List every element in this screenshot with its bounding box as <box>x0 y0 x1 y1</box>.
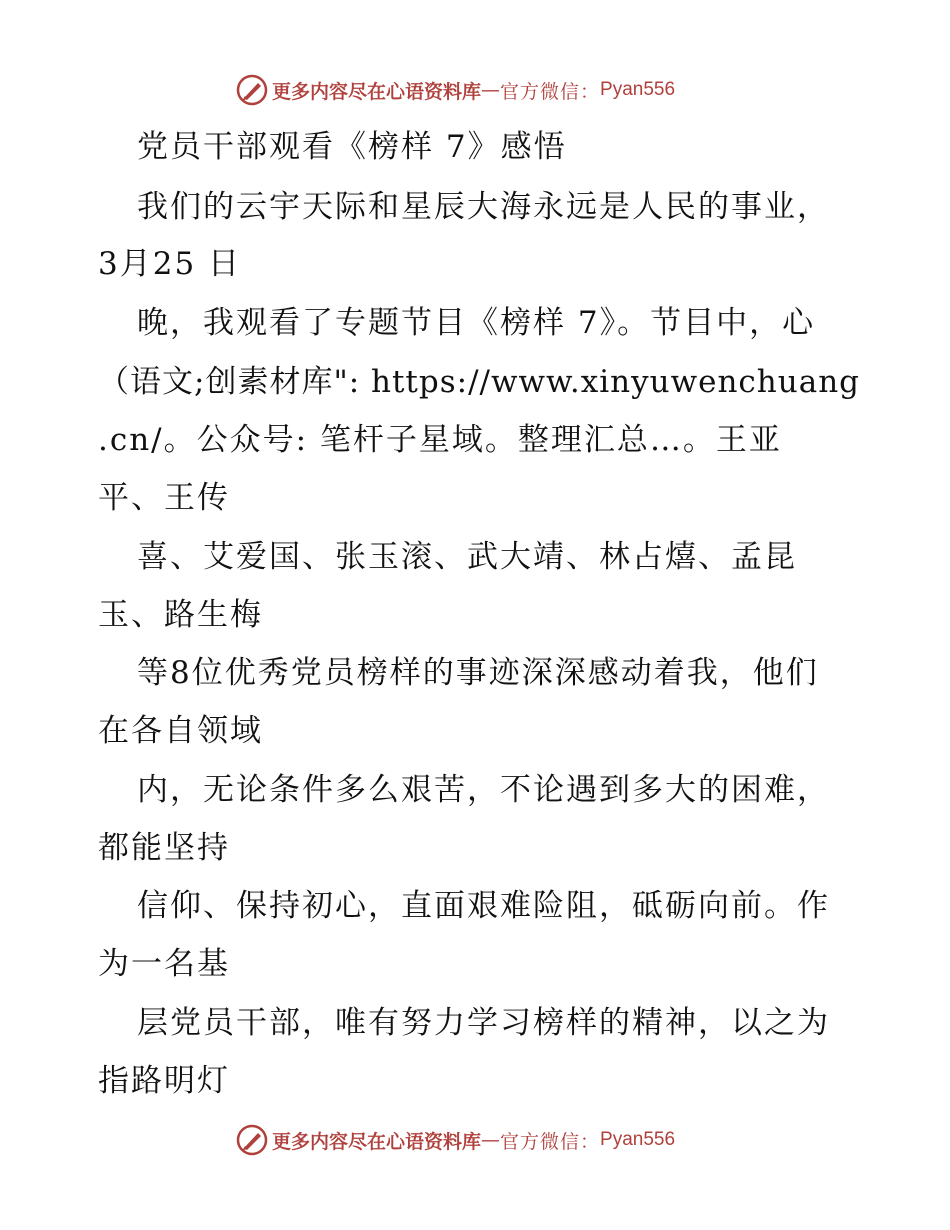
footer-banner <box>236 1120 716 1160</box>
banner-dash: — <box>481 79 501 101</box>
body-line: 都能坚持 <box>98 830 230 866</box>
banner-wechat-label: 官方微信： <box>500 80 601 103</box>
banner-wechat-id: Pyan556 <box>600 1129 676 1150</box>
banner-brand-text: 更多内容尽在心语资料库 <box>272 80 482 103</box>
body-line: 内，无论条件多么艰苦，不论遇到多大的困难， <box>137 772 830 808</box>
body-line: 喜、艾爱国、张玉滚、武大靖、林占熺、孟昆 <box>137 539 797 575</box>
body-line: （语文;创素材库": https://www.xinyuwenchuang <box>98 364 861 400</box>
banner-wechat-id: Pyan556 <box>600 79 676 100</box>
body-line: 3月25 日 <box>98 246 242 282</box>
quill-pen-logo-icon <box>236 74 268 106</box>
body-line: 层党员干部，唯有努力学习榜样的精神，以之为 <box>137 1005 830 1041</box>
banner-brand-text: 更多内容尽在心语资料库 <box>272 1130 482 1153</box>
body-line: 晚，我观看了专题节目《榜样 7》。节目中，心 <box>137 305 816 341</box>
body-line: 我们的云宇天际和星辰大海永远是人民的事业， <box>137 189 830 225</box>
body-line: 玉、路生梅 <box>98 597 263 633</box>
document-title: 党员干部观看《榜样 7》感悟 <box>137 129 567 165</box>
header-banner <box>236 70 716 110</box>
banner-wechat-label: 官方微信： <box>500 1130 601 1153</box>
banner-dash: — <box>481 1129 501 1151</box>
body-line: 等8位优秀党员榜样的事迹深深感动着我，他们 <box>137 655 819 691</box>
body-line: 平、王传 <box>98 480 230 516</box>
quill-pen-logo-icon <box>236 1124 268 1156</box>
body-line: 信仰、保持初心，直面艰难险阻，砥砺向前。作 <box>137 888 830 924</box>
body-line: 在各自领域 <box>98 713 263 749</box>
body-line: 为一名基 <box>98 946 230 982</box>
body-line: 指路明灯 <box>98 1063 230 1099</box>
body-line: .cn/。公众号: 笔杆子星域。整理汇总…。王亚 <box>98 422 782 458</box>
